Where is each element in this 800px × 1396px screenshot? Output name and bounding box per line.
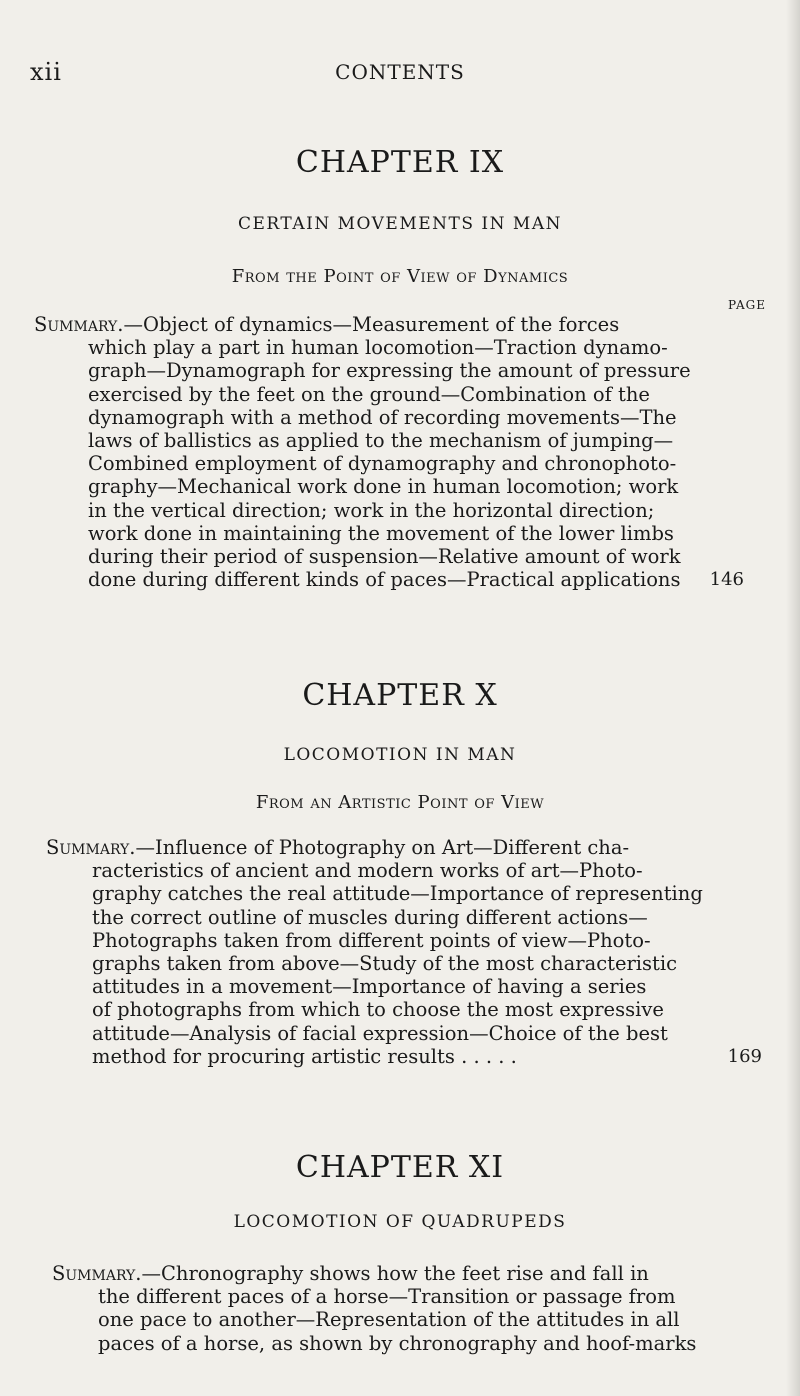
summary-line: Summary.—Object of dynamics—Measurement of the forces: [34, 313, 620, 336]
summary-line: Summary.—Chronography shows how the feet rise and fall in: [52, 1262, 649, 1285]
chapter-title: CHAPTER IX: [295, 145, 505, 180]
summary-line: of photographs from which to choose the most expressive: [92, 998, 664, 1022]
chapter-summary: [34, 313, 744, 592]
summary-line: done during different kinds of paces—Practical applications 146: [88, 568, 744, 592]
chapter-summary: [52, 1262, 708, 1355]
summary-line: one pace to another—Representation of the attitudes in all: [98, 1308, 680, 1332]
summary-line: graph—Dynamograph for expressing the amount of pressure: [88, 359, 691, 383]
summary-line: method for procuring artistic results . . . . . 169: [92, 1044, 762, 1068]
summary-line: exercised by the feet on the ground—Combination of the: [88, 382, 650, 406]
summary-line: in the vertical direction; work in the horizontal direction;: [88, 498, 655, 522]
summary-lead: Summary.: [46, 836, 136, 859]
summary-lead: Summary.: [34, 313, 124, 336]
running-title: CONTENTS: [335, 60, 465, 84]
page-ref: 169: [727, 1045, 762, 1067]
summary-line: graphy—Mechanical work done in human locomotion; work: [88, 475, 679, 499]
chapter-title: CHAPTER X: [302, 678, 498, 713]
summary-line: Summary.—Influence of Photography on Art—Different cha-: [46, 836, 630, 859]
summary-line: dynamograph with a method of recording movements—The: [88, 405, 677, 429]
summary-lead: Summary.: [52, 1262, 142, 1285]
chapter-title: CHAPTER XI: [295, 1150, 505, 1185]
summary-line: Combined employment of dynamography and chronophoto-: [88, 452, 677, 476]
summary-line: the correct outline of muscles during different actions—: [92, 905, 648, 929]
summary-line: the different paces of a horse—Transition or passage from: [98, 1285, 676, 1309]
running-head: [30, 58, 770, 92]
summary-line: work done in maintaining the movement of the lower limbs: [88, 521, 674, 545]
summary-line: graphy catches the real attitude—Importance of representing: [92, 882, 703, 906]
summary-line: which play a part in human locomotion—Traction dynamo-: [88, 336, 668, 360]
page-ref: 146: [709, 569, 744, 591]
summary-line: attitudes in a movement—Importance of having a series: [92, 975, 647, 999]
chapter-subtitle: LOCOMOTION OF QUADRUPEDS: [233, 1212, 567, 1232]
chapter-summary: [46, 836, 762, 1068]
chapter-subtitle: CERTAIN MOVEMENTS IN MAN: [238, 214, 562, 234]
summary-line: attitude—Analysis of facial expression—Choice of the best: [92, 1021, 668, 1045]
summary-line: paces of a horse, as shown by chronography and hoof-marks: [98, 1331, 697, 1355]
chapter-subtitle: LOCOMOTION IN MAN: [283, 745, 517, 765]
summary-line: during their period of suspension—Relative amount of work: [88, 544, 681, 568]
summary-line: graphs taken from above—Study of the most characteristic: [92, 951, 678, 975]
summary-line: Photographs taken from different points of view—Photo-: [92, 928, 651, 952]
page-column-label: PAGE: [728, 298, 766, 312]
summary-line: laws of ballistics as applied to the mechanism of jumping—: [88, 428, 674, 452]
page-number: xii: [30, 58, 62, 86]
summary-line: racteristics of ancient and modern works of art—Photo-: [92, 859, 643, 883]
chapter-view-heading: From an Artistic Point of View: [255, 792, 545, 813]
chapter-view-heading: From the Point of View of Dynamics: [231, 266, 569, 287]
